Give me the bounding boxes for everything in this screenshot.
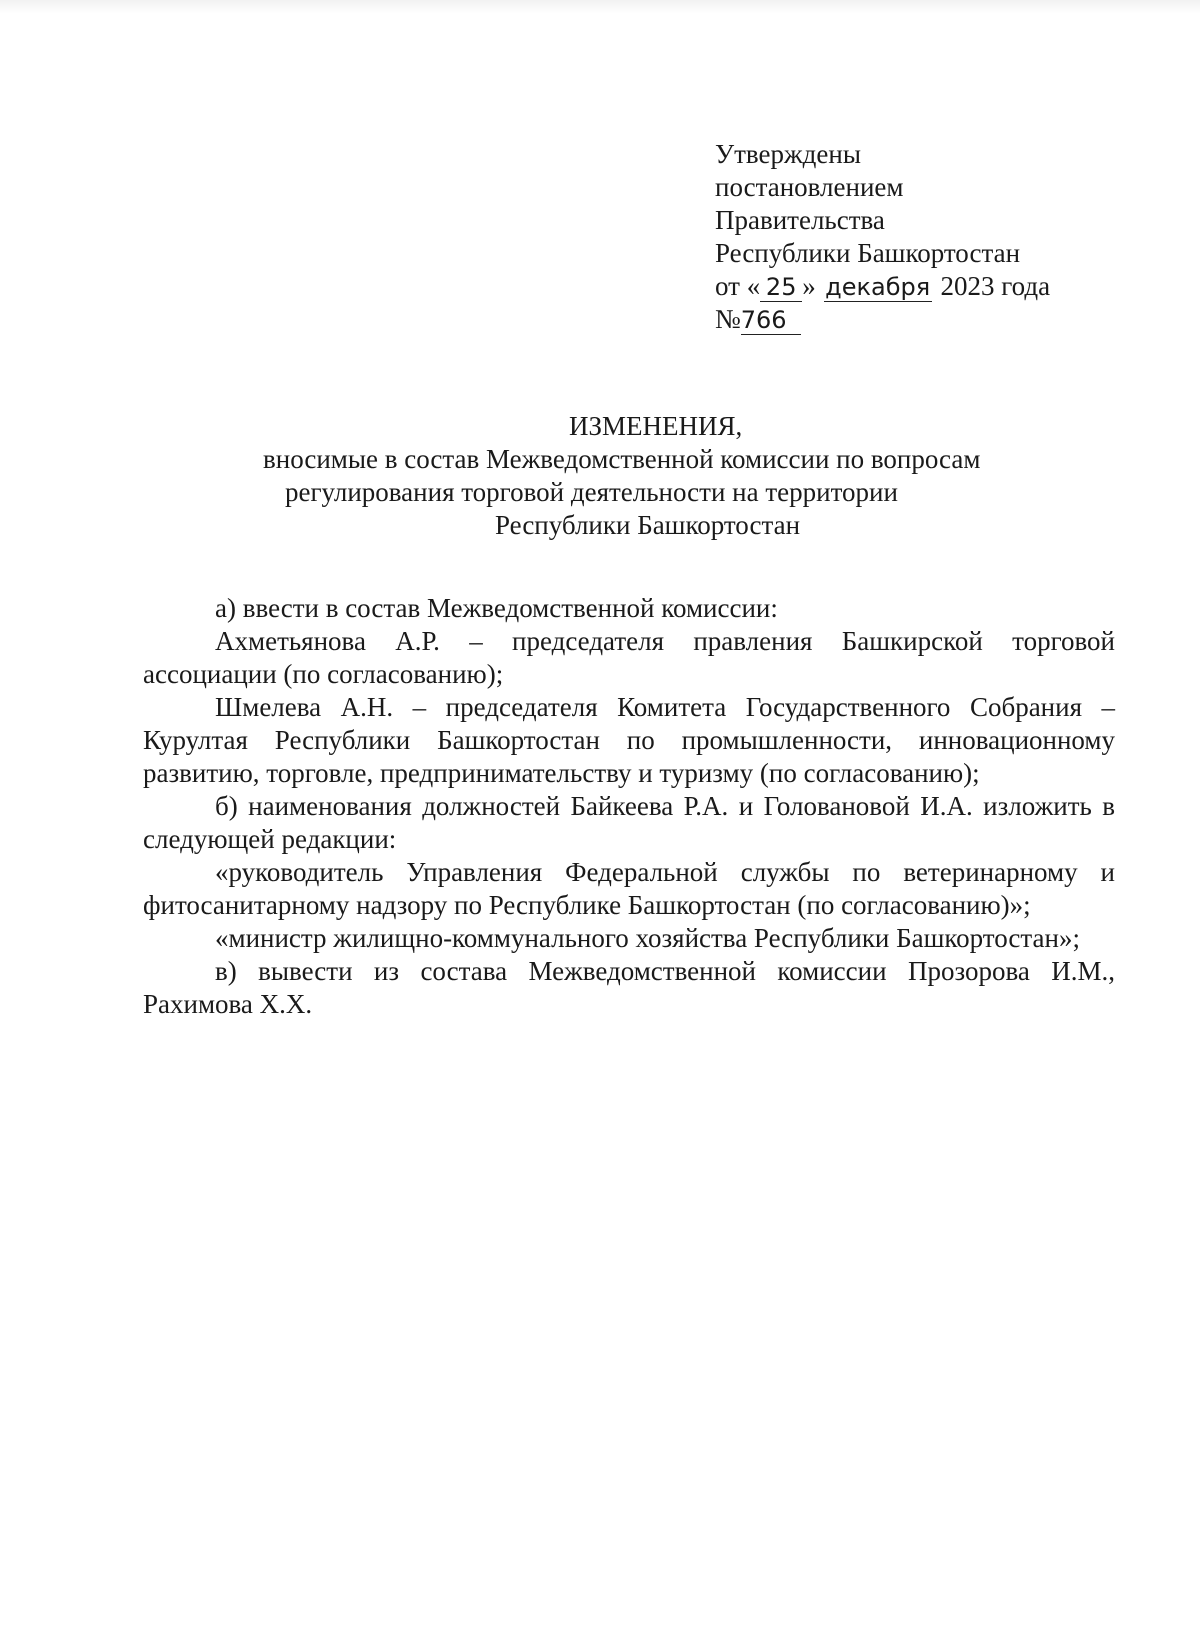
approval-number (715, 303, 1050, 336)
paragraph-akhmetyanov: Ахметьянова А.Р. – председателя правления Башкирской торговой ассоциации (по согласованию); (143, 626, 1115, 689)
title-line-3: Республики Башкортостан (495, 510, 801, 540)
title-line-1: вносимые в состав Межведомственной комиссии по вопросам (263, 444, 981, 474)
paragraph-remove-members: в) вывести из состава Межведомственной комиссии Прозорова И.М., Рахимова Х.Х. (143, 956, 1115, 1019)
date-year: 2023 года (940, 271, 1051, 301)
scan-top-edge (0, 0, 1200, 14)
paragraph-rename-positions: б) наименования должностей Байкеева Р.А. и Головановой И.А. изложить в следующей редакции: (143, 791, 1115, 854)
date-mid: » (802, 271, 816, 301)
government-label: Правительства (715, 205, 885, 235)
date-day: 25 (760, 273, 802, 302)
title-heading: ИЗМЕНЕНИЯ, (569, 411, 743, 441)
resolution-number: 766 (741, 306, 801, 335)
paragraph-add-members: а) ввести в состав Межведомственной комиссии: (215, 593, 778, 623)
document-body (143, 592, 1115, 1021)
paragraph-housing-minister: «министр жилищно-коммунального хозяйства Республики Башкортостан»; (215, 923, 1080, 953)
date-prefix: от « (715, 271, 761, 301)
approved-label: Утверждены (715, 139, 861, 169)
paragraph-veterinary-head: «руководитель Управления Федеральной службы по ветеринарному и фитосанитарному надзору по Республике Башкортостан (по согласованию)»; (143, 857, 1115, 920)
resolution-label: постановлением (715, 172, 904, 202)
number-prefix: № (715, 304, 741, 334)
republic-label: Республики Башкортостан (715, 238, 1021, 268)
approval-date (715, 270, 1050, 303)
date-month: декабря (825, 273, 931, 301)
document-title (140, 410, 1112, 542)
paragraph-shmelev: Шмелева А.Н. – председателя Комитета Государственного Собрания – Курултая Республики Башкортостан по промышленности, инновационному развитию, торговле, предпринимательству и туризму (по согласованию); (143, 692, 1115, 788)
approval-stamp-block (715, 138, 1050, 336)
title-line-2: регулирования торговой деятельности на территории (285, 477, 898, 507)
